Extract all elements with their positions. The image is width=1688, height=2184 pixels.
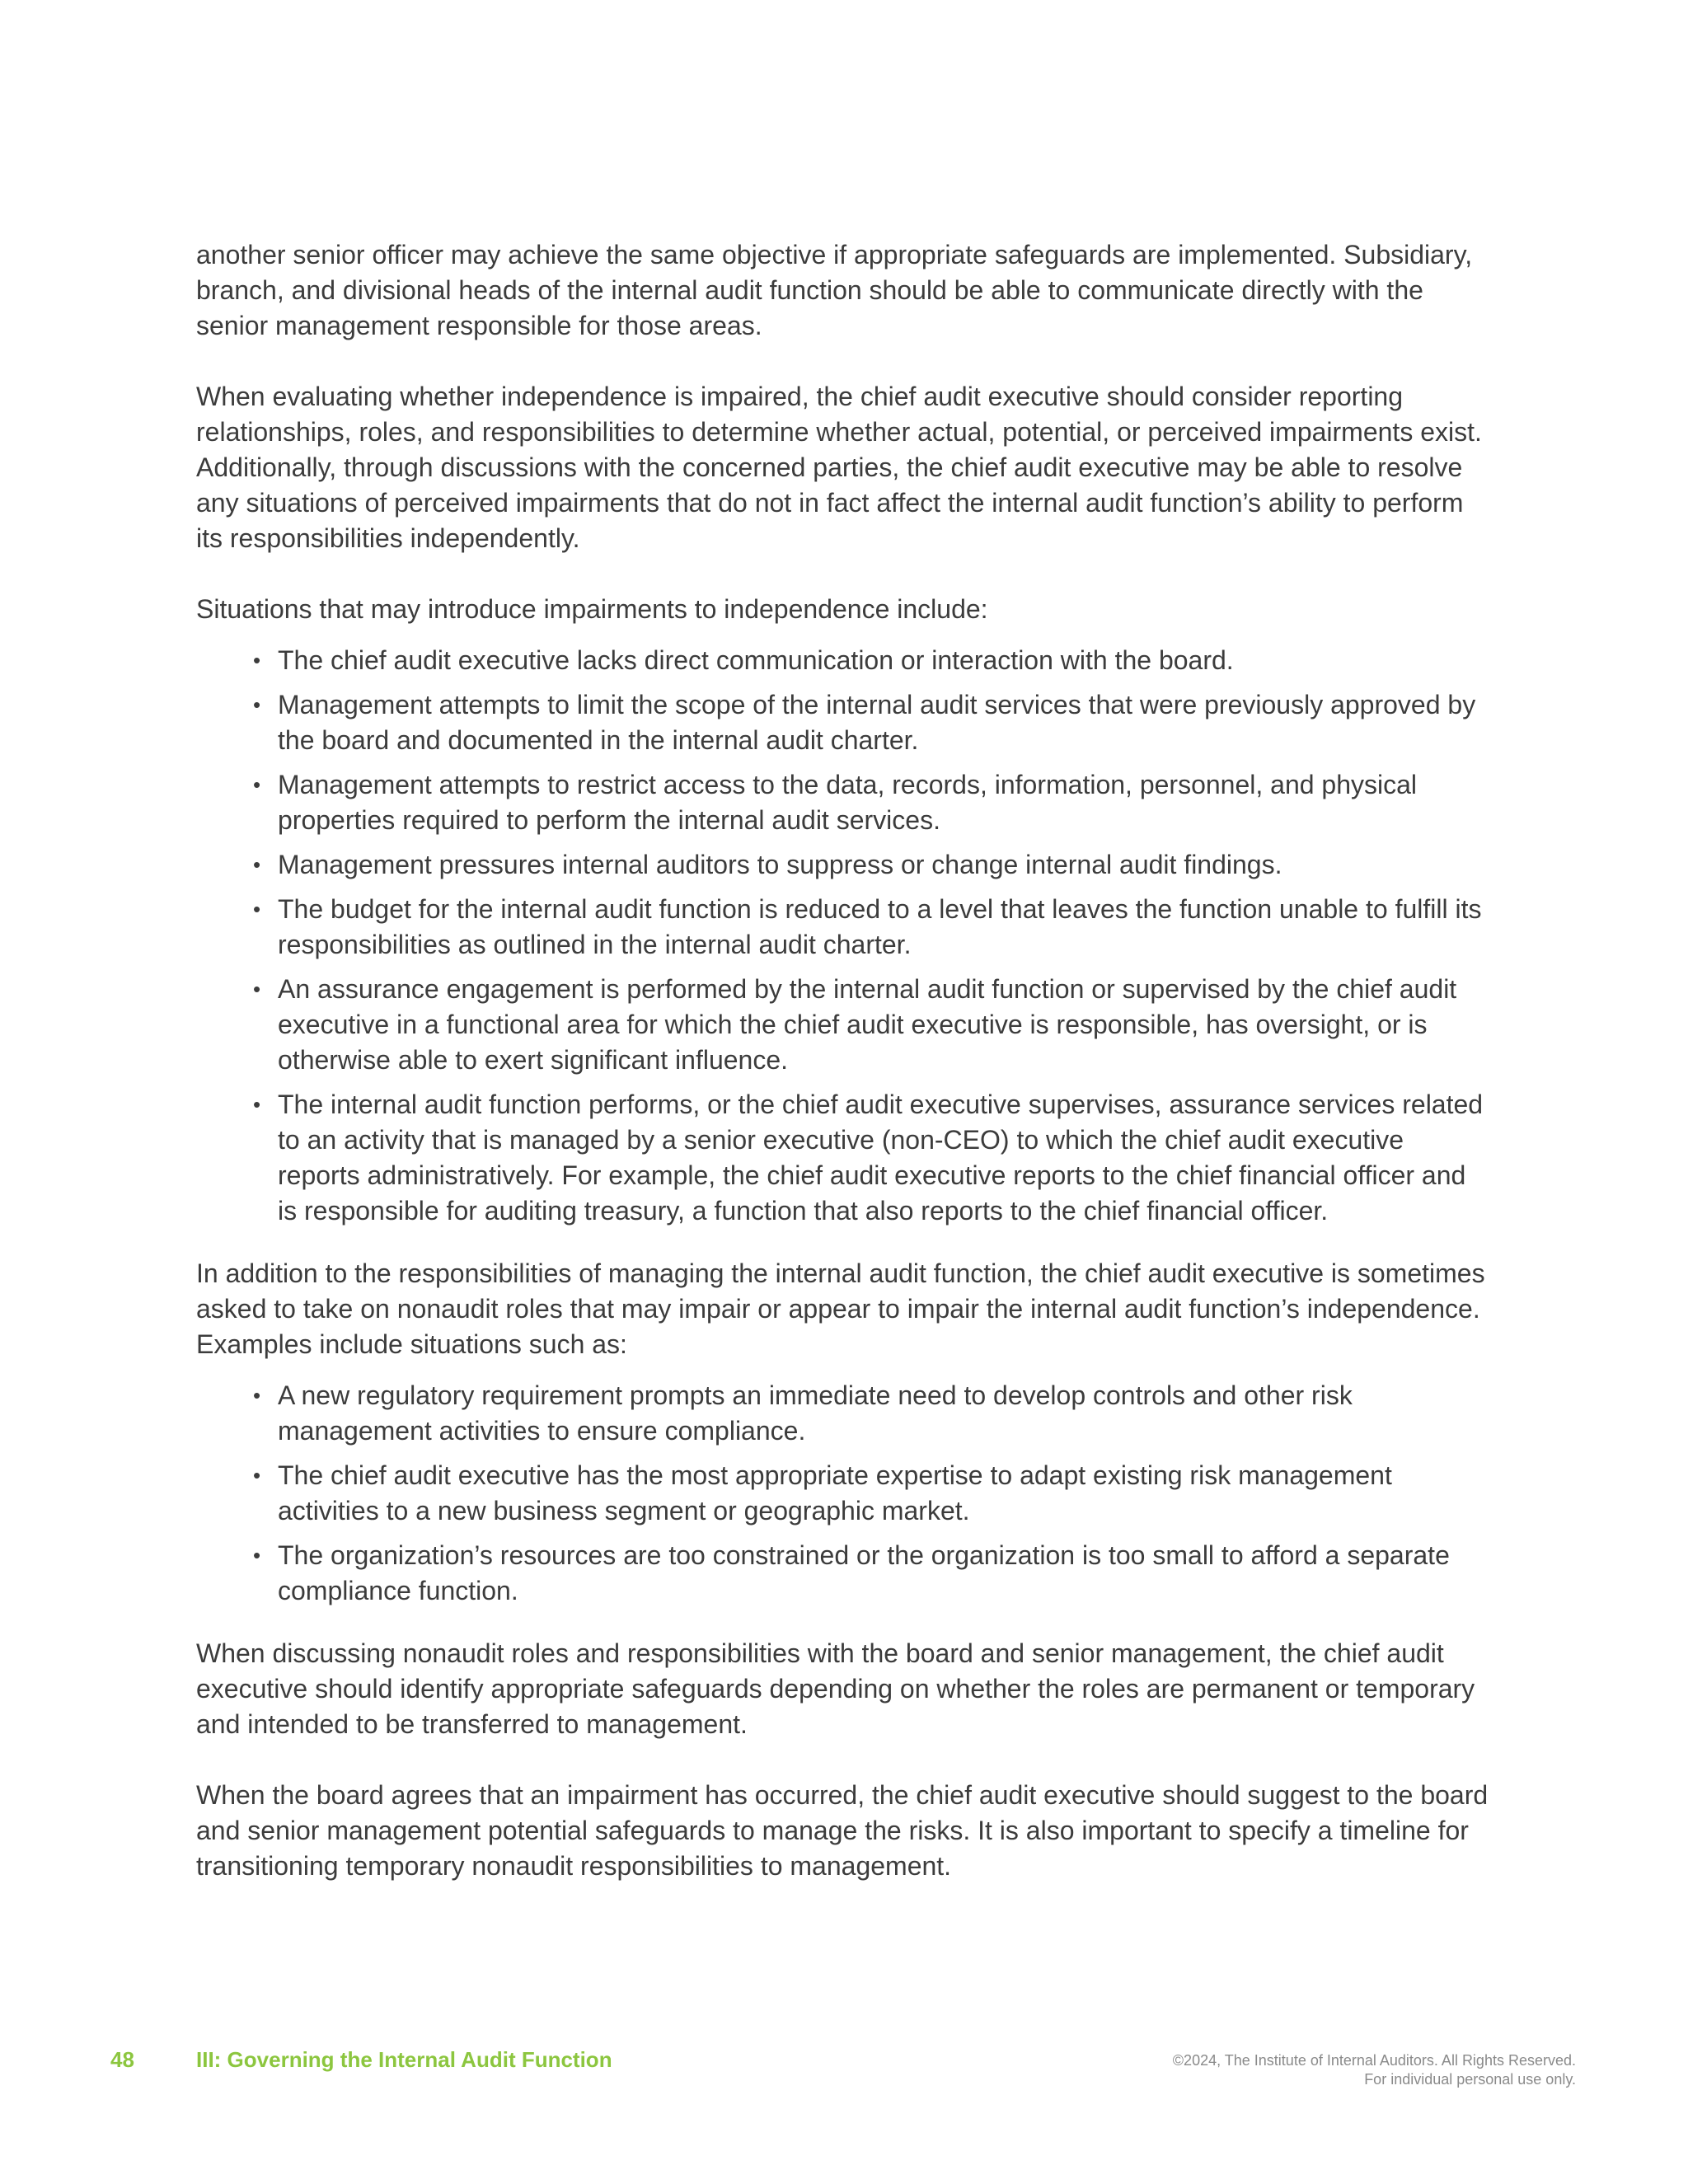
list-item: • The internal audit function performs, or the chief audit executive supervises, assurance services related to an activity that is managed by a senior executive (non-CEO) to which the chief audit executive reports administratively. For example, the chief audit executive reports to the chief financial officer and is responsible for auditing treasury, a function that also reports to the chief financial officer.	[278, 1087, 1492, 1229]
page-number: 48	[110, 2047, 134, 2072]
body-content	[196, 237, 1492, 1919]
paragraph-board-agrees-impairment: When the board agrees that an impairment has occurred, the chief audit executive should suggest to the board and senior management potential safeguards to manage the risks. It is also important to specify a timeline for transitioning temporary nonaudit responsibilities to management.	[196, 1780, 1489, 1881]
list-item: • Management attempts to limit the scope of the internal audit services that were previously approved by the board and documented in the internal audit charter.	[278, 687, 1492, 758]
footer-copyright	[1173, 2051, 1576, 2089]
list-item: • The chief audit executive has the most appropriate expertise to adapt existing risk management activities to a new business segment or geographic market.	[278, 1458, 1492, 1529]
list-item: • The budget for the internal audit function is reduced to a level that leaves the function unable to fulfill its responsibilities as outlined in the internal audit charter.	[278, 892, 1492, 963]
impairment-situations-list	[196, 643, 1492, 1229]
copyright-notice: ©2024, The Institute of Internal Auditors. All Rights Reserved.	[1172, 2052, 1576, 2069]
list-item: • The chief audit executive lacks direct communication or interaction with the board.	[278, 643, 1492, 678]
paragraph-nonaudit-roles-intro: In addition to the responsibilities of managing the internal audit function, the chief audit executive is sometimes asked to take on nonaudit roles that may impair or appear to impair the internal audit function’s independence. Examples include situations such as:	[196, 1258, 1485, 1359]
list-item: • Management attempts to restrict access to the data, records, information, personnel, and physical properties required to perform the internal audit services.	[278, 767, 1492, 838]
list-item: • An assurance engagement is performed by the internal audit function or supervised by the chief audit executive in a functional area for which the chief audit executive is responsible, has oversight, or is otherwise able to exert significant influence.	[278, 972, 1492, 1078]
usage-notice: For individual personal use only.	[1364, 2071, 1576, 2088]
nonaudit-examples-list	[196, 1378, 1492, 1609]
list-item: • The organization’s resources are too constrained or the organization is too small to afford a separate compliance function.	[278, 1538, 1492, 1609]
footer-section-title: III: Governing the Internal Audit Function	[196, 2047, 612, 2072]
paragraph-impairment-intro: Situations that may introduce impairments to independence include:	[196, 594, 988, 624]
list-item: • Management pressures internal auditors to suppress or change internal audit findings.	[278, 847, 1492, 883]
paragraph-reporting-safeguards: another senior officer may achieve the same objective if appropriate safeguards are implemented. Subsidiary, branch, and divisional heads of the internal audit function should be able to communicate directly with the senior management responsible for those areas.	[196, 240, 1473, 340]
list-item: • A new regulatory requirement prompts an immediate need to develop controls and other risk management activities to ensure compliance.	[278, 1378, 1492, 1449]
paragraph-discussing-nonaudit-roles: When discussing nonaudit roles and responsibilities with the board and senior management, the chief audit executive should identify appropriate safeguards depending on whether the roles are permanent or temporary and intended to be transferred to management.	[196, 1638, 1475, 1739]
paragraph-evaluating-independence: When evaluating whether independence is impaired, the chief audit executive should consider reporting relationships, roles, and responsibilities to determine whether actual, potential, or perceived impairments exist. Additionally, through discussions with the concerned parties, the chief audit executive may be able to resolve any situations of perceived impairments that do not in fact affect the internal audit function’s ability to perform its responsibilities independently.	[196, 382, 1482, 553]
